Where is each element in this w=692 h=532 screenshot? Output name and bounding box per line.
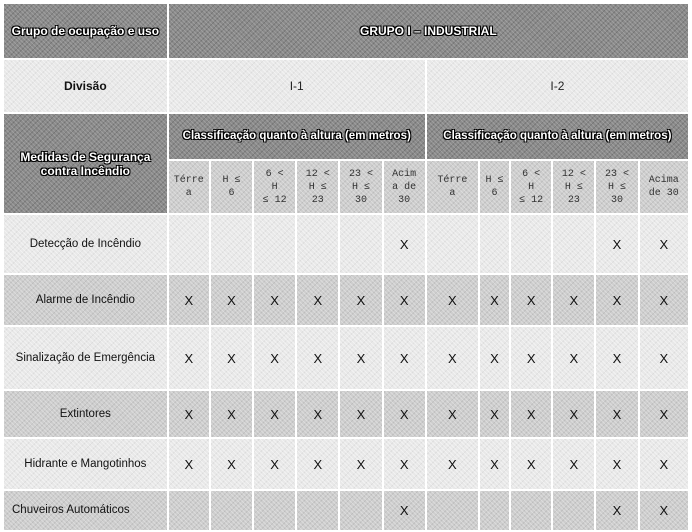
height-column-line: Acim <box>392 168 417 180</box>
mark-cell <box>640 439 688 489</box>
mark-cell <box>427 391 478 437</box>
mark-cell <box>596 327 637 389</box>
division-i1-cell <box>169 60 425 112</box>
height-column-header <box>211 161 252 213</box>
mark-cell <box>384 215 425 273</box>
mark-cell <box>211 327 252 389</box>
height-column-line: a de <box>392 181 417 193</box>
mark-cell <box>480 439 509 489</box>
height-column-line: 6 < <box>265 168 284 180</box>
required-mark: X <box>448 456 457 472</box>
mark-cell <box>553 491 594 530</box>
required-mark: X <box>184 456 194 472</box>
mark-cell <box>169 215 209 273</box>
mark-cell <box>297 215 338 273</box>
height-column-line: Acima <box>648 175 679 186</box>
mark-cell <box>297 327 338 389</box>
height-column-line: H <box>271 181 278 193</box>
mark-cell <box>169 275 209 325</box>
required-mark: X <box>490 456 499 472</box>
required-mark: X <box>612 406 622 422</box>
required-mark: X <box>526 456 536 472</box>
mark-cell <box>640 215 688 273</box>
division-label-cell <box>4 60 167 112</box>
required-mark: X <box>526 292 536 308</box>
required-mark: X <box>569 350 579 366</box>
height-column-line: 23 < <box>605 168 630 180</box>
measure-label: Sinalização de Emergência <box>4 327 167 389</box>
mark-cell <box>384 327 425 389</box>
height-column-header <box>640 161 688 213</box>
height-column-line: Térre <box>173 175 204 186</box>
required-mark: X <box>659 503 669 518</box>
mark-cell <box>384 391 425 437</box>
required-mark: X <box>659 236 669 252</box>
division-label: Divisão <box>64 79 107 93</box>
required-mark: X <box>659 406 669 422</box>
measure-row <box>4 275 688 325</box>
required-mark: X <box>313 456 323 472</box>
measure-row <box>4 215 688 273</box>
mark-cell <box>211 439 252 489</box>
height-column-header <box>553 161 594 213</box>
required-mark: X <box>399 406 409 422</box>
height-column-line: de 30 <box>648 188 679 199</box>
height-column-line: a <box>449 188 456 199</box>
required-mark: X <box>227 406 236 422</box>
height-column-line: ≤ 12 <box>262 194 287 206</box>
classification-i2-cell <box>427 114 688 159</box>
required-mark: X <box>569 292 579 308</box>
measure-label: Alarme de Incêndio <box>4 275 167 325</box>
mark-cell <box>596 491 637 530</box>
mark-cell <box>640 327 688 389</box>
height-column-header <box>511 161 551 213</box>
height-column-header <box>596 161 637 213</box>
mark-cell <box>511 215 551 273</box>
mark-cell <box>511 327 551 389</box>
height-column-line: 12 < <box>561 168 586 180</box>
height-column-header <box>427 161 478 213</box>
mark-cell <box>596 215 637 273</box>
required-mark: X <box>356 456 366 472</box>
height-column-line: 30 <box>398 194 411 206</box>
required-mark: X <box>399 292 409 308</box>
mark-cell <box>169 439 209 489</box>
mark-cell <box>480 327 509 389</box>
required-mark: X <box>270 292 279 308</box>
required-mark: X <box>227 292 236 308</box>
height-column-line: 30 <box>611 194 624 206</box>
mark-cell <box>427 327 478 389</box>
division-i2: I-2 <box>550 79 565 93</box>
measure-label: Extintores <box>4 391 167 437</box>
height-column-line: ≤ 12 <box>519 194 544 206</box>
mark-cell <box>553 275 594 325</box>
measures-label-cell <box>4 114 167 213</box>
measure-label: Chuveiros Automáticos <box>4 491 167 530</box>
required-mark: X <box>356 406 366 422</box>
group-value-cell <box>169 4 688 58</box>
required-mark: X <box>313 350 323 366</box>
required-mark: X <box>490 350 499 366</box>
required-mark: X <box>569 456 579 472</box>
mark-cell <box>297 491 338 530</box>
mark-cell <box>511 391 551 437</box>
height-column-header <box>297 161 338 213</box>
mark-cell <box>553 439 594 489</box>
height-column-line: 6 <box>491 188 498 199</box>
mark-cell <box>640 275 688 325</box>
mark-cell <box>340 439 381 489</box>
height-column-line: 6 < <box>522 168 541 180</box>
mark-cell <box>211 275 252 325</box>
required-mark: X <box>526 406 536 422</box>
measure-row <box>4 439 688 489</box>
required-mark: X <box>184 406 194 422</box>
mark-cell <box>211 491 252 530</box>
mark-cell <box>384 491 425 530</box>
height-column-line: H ≤ <box>485 175 504 186</box>
mark-cell <box>480 215 509 273</box>
required-mark: X <box>356 350 366 366</box>
mark-cell <box>427 275 478 325</box>
required-mark: X <box>659 292 669 308</box>
mark-cell <box>254 215 295 273</box>
mark-cell <box>211 391 252 437</box>
required-mark: X <box>659 350 669 366</box>
height-column-header <box>254 161 295 213</box>
mark-cell <box>384 439 425 489</box>
required-mark: X <box>184 292 194 308</box>
mark-cell <box>254 275 295 325</box>
group-label: Grupo de ocupação e uso <box>11 24 160 38</box>
mark-cell <box>596 275 637 325</box>
required-mark: X <box>227 456 236 472</box>
mark-cell <box>169 391 209 437</box>
mark-cell <box>254 327 295 389</box>
height-column-line: H ≤ <box>222 175 241 186</box>
mark-cell <box>427 215 478 273</box>
required-mark: X <box>612 456 622 472</box>
measure-row <box>4 391 688 437</box>
required-mark: X <box>612 503 622 518</box>
mark-cell <box>254 439 295 489</box>
mark-cell <box>169 491 209 530</box>
measures-label: Medidas de Segurança contra Incêndio <box>20 149 151 178</box>
required-mark: X <box>270 350 279 366</box>
classification-i1-cell <box>169 114 425 159</box>
height-column-line: 23 <box>311 194 324 206</box>
safety-measures-table <box>2 2 690 532</box>
height-column-line: Térre <box>437 175 468 186</box>
mark-cell <box>480 391 509 437</box>
mark-cell <box>596 391 637 437</box>
mark-cell <box>297 391 338 437</box>
required-mark: X <box>526 350 536 366</box>
mark-cell <box>340 391 381 437</box>
measure-row <box>4 491 688 530</box>
mark-cell <box>340 275 381 325</box>
required-mark: X <box>448 350 457 366</box>
required-mark: X <box>612 292 622 308</box>
required-mark: X <box>448 406 457 422</box>
mark-cell <box>553 327 594 389</box>
mark-cell <box>640 391 688 437</box>
required-mark: X <box>612 236 622 252</box>
required-mark: X <box>399 236 409 252</box>
mark-cell <box>297 275 338 325</box>
measure-label: Detecção de Incêndio <box>4 215 167 273</box>
mark-cell <box>640 491 688 530</box>
height-column-line: 12 < <box>305 168 330 180</box>
required-mark: X <box>659 456 669 472</box>
required-mark: X <box>356 292 366 308</box>
required-mark: X <box>399 350 409 366</box>
required-mark: X <box>313 292 323 308</box>
mark-cell <box>511 439 551 489</box>
height-column-line: H ≤ <box>351 181 370 193</box>
mark-cell <box>511 491 551 530</box>
required-mark: X <box>227 350 236 366</box>
height-column-line: 30 <box>354 194 367 206</box>
group-value: GRUPO I – INDUSTRIAL <box>360 24 497 38</box>
mark-cell <box>254 491 295 530</box>
group-label-cell <box>4 4 167 58</box>
mark-cell <box>480 275 509 325</box>
required-mark: X <box>270 406 279 422</box>
height-column-header <box>169 161 209 213</box>
height-column-line: H ≤ <box>308 181 327 193</box>
mark-cell <box>511 275 551 325</box>
division-i1: I-1 <box>289 79 304 93</box>
measure-row <box>4 327 688 389</box>
classification-i1-label: Classificação quanto à altura (em metros) <box>182 130 411 142</box>
measure-label: Hidrante e Mangotinhos <box>4 439 167 489</box>
mark-cell <box>340 327 381 389</box>
height-column-line: H ≤ <box>608 181 627 193</box>
height-column-line: 6 <box>228 188 235 199</box>
mark-cell <box>384 275 425 325</box>
height-column-line: 23 <box>567 194 580 206</box>
required-mark: X <box>490 406 499 422</box>
required-mark: X <box>448 292 457 308</box>
mark-cell <box>340 491 381 530</box>
mark-cell <box>297 439 338 489</box>
required-mark: X <box>270 456 279 472</box>
mark-cell <box>169 327 209 389</box>
required-mark: X <box>399 503 409 518</box>
mark-cell <box>480 491 509 530</box>
mark-cell <box>596 439 637 489</box>
height-column-header <box>340 161 381 213</box>
required-mark: X <box>569 406 579 422</box>
division-i2-cell <box>427 60 688 112</box>
height-column-line: 23 < <box>348 168 373 180</box>
height-column-line: H ≤ <box>564 181 583 193</box>
required-mark: X <box>612 350 622 366</box>
height-column-line: H <box>528 181 535 193</box>
height-column-line: a <box>185 188 192 199</box>
height-column-header <box>480 161 509 213</box>
height-column-header <box>384 161 425 213</box>
mark-cell <box>553 215 594 273</box>
mark-cell <box>427 491 478 530</box>
mark-cell <box>254 391 295 437</box>
mark-cell <box>340 215 381 273</box>
mark-cell <box>211 215 252 273</box>
required-mark: X <box>399 456 409 472</box>
required-mark: X <box>490 292 499 308</box>
mark-cell <box>553 391 594 437</box>
required-mark: X <box>313 406 323 422</box>
required-mark: X <box>184 350 194 366</box>
mark-cell <box>427 439 478 489</box>
classification-i2-label: Classificação quanto à altura (em metros) <box>443 130 672 142</box>
